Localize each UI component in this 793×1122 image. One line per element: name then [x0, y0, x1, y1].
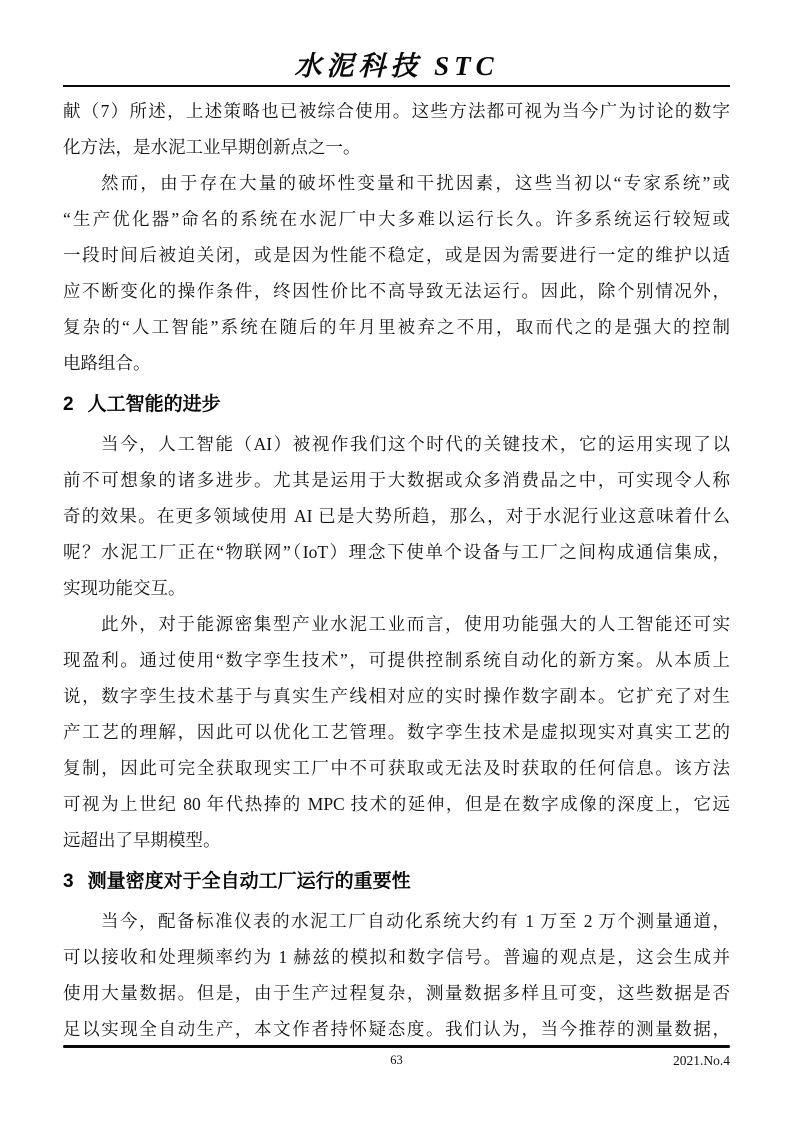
- section-heading: [63, 386, 730, 424]
- text-line: 当今，配备标准仪表的水泥工厂自动化系统大约有 1 万至 2 万个测量通道，: [101, 911, 730, 931]
- text-line: 远超出了早期模型。: [63, 830, 221, 850]
- text-line: 足以实现全自动生产，本文作者持怀疑态度。我们认为，当今推荐的测量数据，: [63, 1019, 730, 1039]
- paragraph: [63, 93, 730, 165]
- text-line: 化方法，是水泥工业早期创新点之一。: [63, 137, 361, 157]
- text-line: 可视为上世纪 80 年代热捧的 MPC 技术的延伸，但是在数字成像的深度上，它远: [63, 794, 730, 814]
- text-line: 一段时间后被迫关闭，或是因为性能不稳定，或是因为需要进行一定的维护以适: [63, 245, 730, 265]
- text-line: 使用大量数据。但是，由于生产过程复杂，测量数据多样且可变，这些数据是否: [63, 983, 730, 1003]
- text-line: 呢？水泥工厂正在“物联网”（IoT）理念下使单个设备与工厂之间构成通信集成，: [63, 542, 730, 562]
- text-line: 复杂的“人工智能”系统在随后的年月里被弃之不用，取而代之的是强大的控制: [63, 317, 730, 337]
- text-line: 产工艺的理解，因此可以优化工艺管理。数字孪生技术是虚拟现实对真实工艺的: [63, 722, 730, 742]
- section-title: 测量密度对于全自动工厂运行的重要性: [87, 871, 411, 892]
- text-line: 当今，人工智能（AI）被视作我们这个时代的关键技术，它的运用实现了以: [101, 434, 730, 454]
- text-line: 可以接收和处理频率约为 1 赫兹的模拟和数字信号。普遍的观点是，这会生成并: [63, 947, 730, 967]
- text-line: 此外，对于能源密集型产业水泥工业而言，使用功能强大的人工智能还可实: [101, 614, 730, 634]
- text-line: “生产优化器”命名的系统在水泥厂中大多难以运行长久。许多系统运行较短或: [63, 209, 730, 229]
- text-line: 复制，因此可完全获取现实工厂中不可获取或无法及时获取的任何信息。该方法: [63, 758, 730, 778]
- text-line: 然而，由于存在大量的破坏性变量和干扰因素，这些当初以“专家系统”或: [101, 173, 730, 193]
- text-line: 献（7）所述，上述策略也已被综合使用。这些方法都可视为当今广为讨论的数字: [63, 101, 730, 121]
- section-number: 3: [63, 871, 74, 892]
- paragraph: [63, 903, 730, 1047]
- footer-rule: [63, 1045, 730, 1048]
- footer-page-number: 63: [390, 1053, 403, 1067]
- text-line: 应不断变化的操作条件，终因性价比不高导致无法运行。因此，除个别情况外，: [63, 281, 730, 301]
- section-title: 人工智能的进步: [87, 394, 221, 415]
- paragraph: [63, 606, 730, 858]
- paragraph: [63, 426, 730, 606]
- journal-title: 水泥科技 STC: [294, 51, 499, 81]
- text-line: 说，数字孪生技术基于与真实生产线相对应的实时操作数字副本。它扩充了对生: [63, 686, 730, 706]
- header-rule: [63, 85, 730, 87]
- text-line: 前不可想象的诸多进步。尤其是运用于大数据或众多消费品之中，可实现令人称: [63, 470, 730, 490]
- document-body: [63, 93, 730, 1047]
- section-heading: [63, 863, 730, 901]
- text-line: 实现功能交互。: [63, 578, 186, 598]
- text-line: 奇的效果。在更多领域使用 AI 已是大势所趋，那么，对于水泥行业这意味着什么: [63, 506, 730, 526]
- text-line: 电路组合。: [63, 353, 151, 373]
- section-number: 2: [63, 394, 74, 415]
- text-line: 现盈利。通过使用“数字孪生技术”，可提供控制系统自动化的新方案。从本质上: [63, 650, 730, 670]
- paragraph: [63, 165, 730, 381]
- footer-issue-label: 2021.No.4: [673, 1053, 730, 1068]
